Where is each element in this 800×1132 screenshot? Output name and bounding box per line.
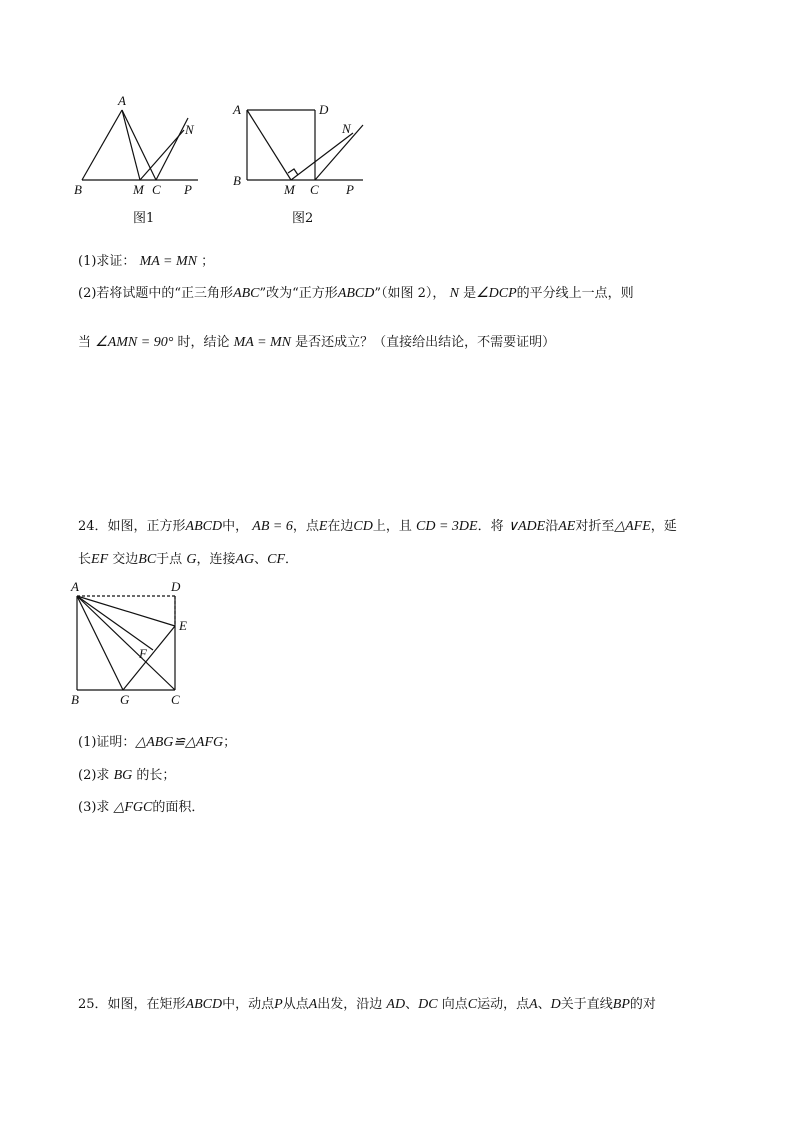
label-N: N (185, 122, 194, 137)
segment-AM (122, 110, 140, 180)
segment-CN (156, 118, 188, 180)
segment-AG (77, 596, 123, 690)
q24-sub3: (3)求 △FGC的面积． (78, 800, 205, 815)
label-A: A (71, 579, 79, 594)
segment-EG (123, 626, 175, 690)
segment-AM (247, 110, 291, 180)
label-A: A (233, 102, 241, 117)
segment-AC (77, 596, 175, 690)
q24-stem-line1: 24．如图，正方形ABCD中， AB = 6，点E在边CD上，且 CD = 3DE．将 ∨ADE沿AE对折至△AFE，延 (78, 519, 677, 534)
segment-CN (315, 125, 363, 180)
q23-part2-line2: 当 ∠AMN = 90° 时，结论 MA = MN 是否还成立？（直接给出结论，不需要证明） (78, 335, 556, 350)
q24-stem-line2: 长EF 交边BC于点 G，连接AG、CF． (78, 552, 299, 567)
label-F: F (139, 646, 147, 661)
label-P: P (346, 182, 354, 197)
label-N: N (342, 121, 351, 136)
label-A: A (118, 93, 126, 108)
figure-1 (60, 90, 210, 200)
label-C: C (152, 182, 161, 197)
label-G: G (120, 692, 130, 707)
right-angle-mark (288, 169, 298, 175)
segment-AB (82, 110, 122, 180)
segment-AC (122, 110, 156, 180)
figure-q24-square (65, 578, 205, 710)
figure-1-caption: 图1 (133, 211, 155, 226)
label-D: D (171, 579, 181, 594)
figure-2 (225, 95, 375, 200)
segment-MN (291, 133, 353, 180)
label-D: D (319, 102, 329, 117)
q24-sub2: (2)求 BG 的长； (78, 768, 176, 783)
label-C: C (310, 182, 319, 197)
label-B: B (71, 692, 79, 707)
label-M: M (133, 182, 144, 197)
segment-AE (77, 596, 175, 626)
label-P: P (184, 182, 192, 197)
label-B: B (233, 173, 241, 188)
q25-stem-line1: 25．如图，在矩形ABCD中，动点P从点A出发，沿边 AD、DC 向点C运动，点A、D关于直线BP的对 (78, 997, 656, 1012)
label-B: B (74, 182, 82, 197)
label-C: C (171, 692, 180, 707)
segment-AF (77, 596, 153, 650)
label-E: E (179, 618, 187, 633)
q24-sub1: (1)证明：△ABG≌△AFG； (78, 735, 237, 750)
figure-2-caption: 图2 (292, 211, 314, 226)
q23-part1: (1)求证： MA = MN ； (78, 254, 215, 269)
q23-part2-line1: (2)若将试题中的“正三角形ABC”改为“正方形ABCD”（如图 2）， N 是∠DCP的平分线上一点，则 (78, 286, 634, 301)
label-M: M (284, 182, 295, 197)
